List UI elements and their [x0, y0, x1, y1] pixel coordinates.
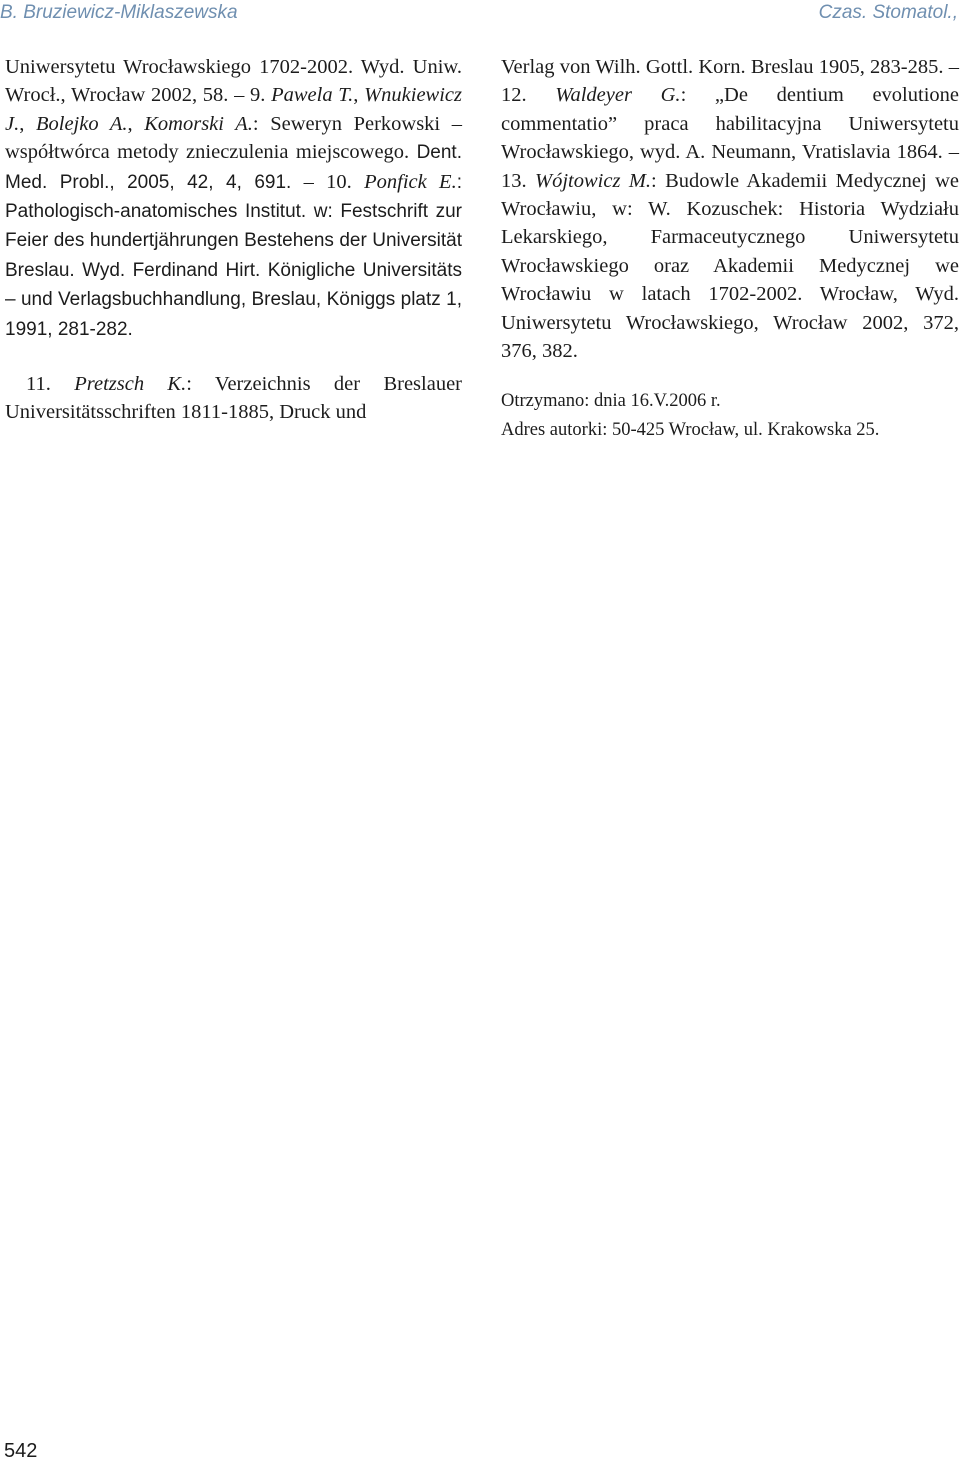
ref-text-sans: Dent. Med. Probl., 2005, 42, 4, 691.	[5, 142, 462, 193]
ref-text: Uniwersytetu Wrocławskiego 1702-2002. Wyd. Uniw. Wrocł., Wrocław 2002, 58. – 9.	[5, 56, 462, 107]
reference-10-continued	[5, 53, 462, 344]
ref-text: : Verzeichnis der Breslauer Universitätsschriften 1811-1885, Druck und	[5, 373, 462, 424]
reference-11-continued	[501, 53, 959, 365]
ref-text: Verlag von Wilh. Gottl. Korn. Breslau 1905, 283-285. – 12.	[501, 56, 959, 107]
ref-text: : „De dentium evolutione commentatio” praca habilitacyjna Uniwersytetu Wrocławskiego, wyd. A. Neumann, Vratislavia 1864. – 13.	[501, 84, 959, 192]
reference-11	[5, 370, 462, 427]
left-column	[5, 53, 462, 427]
running-head-journal: Czas. Stomatol.,	[818, 2, 958, 23]
ref-text-sans: : Pathologisch-anatomisches Institut. w: Festschrift zur Feier des hundertjährungen Bestehens der Universität Breslau. Wyd. Ferdinand Hirt. Königliche Universitäts – und Verlagsbuchhandlung, Breslau, Königgs platz 1, 1991, 281-282.	[5, 171, 462, 340]
ref-author: Wnukiewicz J.	[5, 84, 462, 135]
ref-text: ,	[353, 84, 365, 107]
running-head-author: B. Bruziewicz-Miklaszewska	[0, 2, 238, 23]
running-head	[0, 0, 960, 26]
ref-number: 11.	[26, 373, 75, 396]
ref-text: ,	[127, 112, 145, 135]
ref-author: Wójtowicz M.	[535, 169, 652, 192]
ref-text: – 10.	[291, 170, 365, 193]
ref-author: Ponfick E.	[364, 170, 457, 193]
ref-author: Komorski A.	[144, 112, 253, 135]
ref-author: Bolejko A.	[35, 112, 128, 135]
ref-author: Pawela T.	[271, 84, 354, 107]
right-column	[501, 53, 959, 444]
ref-text: ,	[19, 112, 36, 135]
ref-author: Waldeyer G.	[555, 84, 681, 107]
received-date: Otrzymano: dnia 16.V.2006 r.	[501, 391, 721, 412]
page-number: 542	[4, 1440, 38, 1462]
ref-author: Pretzsch K.	[74, 373, 187, 396]
author-address: Adres autorki: 50-425 Wrocław, ul. Krakowska 25.	[501, 419, 880, 440]
ref-text: : Budowle Akademii Medycznej we Wrocławiu, w: W. Kozuschek: Historia Wydziału Lekarskiego, Farmaceutycznego Uniwersytetu Wrocławskiego oraz Akademii Medycznej we Wrocławiu w latach 1702-2002. Wrocław, Wyd. Uniwersytetu Wrocławskiego, Wrocław 2002, 372, 376, 382.	[501, 169, 959, 363]
ref-text: : Seweryn Perkowski – współtwórca metody znieczulenia miejscowego.	[5, 112, 462, 164]
